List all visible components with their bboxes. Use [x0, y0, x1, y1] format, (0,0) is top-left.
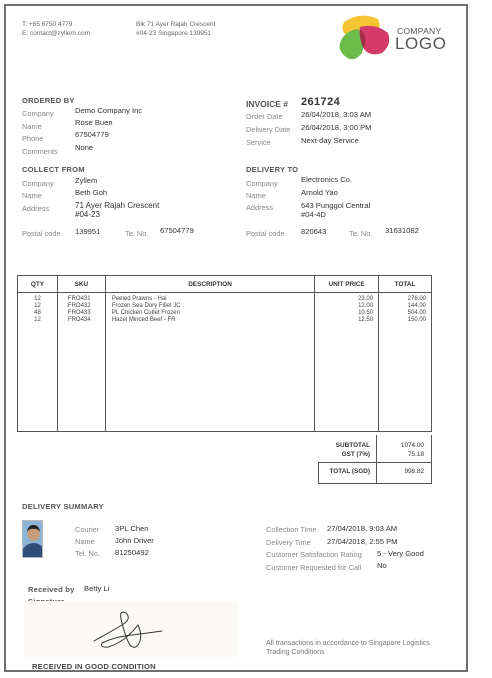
collect-from-title: COLLECT FROM	[22, 165, 85, 174]
delivery-tel-label: Te. No.	[349, 229, 373, 238]
delivery-to-title: DELIVERY TO	[246, 165, 299, 174]
delivery-tel: 31631082	[385, 226, 419, 235]
description-cell: Hazel Minced Beef - FR	[111, 317, 176, 323]
driver-tel-label: Tel. No.	[75, 549, 101, 558]
col-qty: QTY	[18, 276, 58, 293]
ordered-by-comments-label: Comments	[22, 147, 58, 156]
sku-column	[57, 293, 105, 432]
delivery-name: Arnold Yao	[301, 188, 338, 197]
description-cell: Peeled Prawns - Hai	[111, 296, 167, 302]
collect-postal-label: Postal code	[22, 229, 61, 238]
delivery-time-label: Delivery Time	[266, 538, 311, 547]
collect-company-label: Company	[22, 179, 54, 188]
sku-cell: FRO432	[67, 303, 91, 309]
collect-name: Beth Goh	[75, 188, 108, 197]
qty-cell: 48	[34, 310, 41, 316]
invoice-number: 261724	[301, 96, 341, 108]
order-date-label: Order Date	[246, 112, 283, 121]
qty-cell: 12	[34, 303, 41, 309]
ordered-by-company-label: Company	[22, 109, 54, 118]
signature-box	[24, 601, 238, 657]
col-unit-price: UNIT PRICE	[315, 276, 379, 293]
logo-company-text: COMPANY	[397, 26, 442, 36]
collect-name-label: Name	[22, 191, 42, 200]
company-logo-icon	[338, 13, 394, 63]
sku-cell: FRO434	[67, 317, 91, 323]
collect-address-line2: #04-23	[75, 210, 100, 219]
delivery-address-label: Address	[246, 203, 274, 212]
unit-price-column	[315, 293, 379, 432]
collect-company: Zyllem	[75, 176, 98, 185]
delivery-summary-title: DELIVERY SUMMARY	[22, 502, 104, 511]
delivery-postal-label: Postal code	[246, 229, 285, 238]
col-total: TOTAL	[379, 276, 432, 293]
order-date: 26/04/2018, 3:03 AM	[301, 110, 372, 119]
gst-value: 75.18	[408, 451, 424, 458]
description-cell: Frozen Sea Dory Fillet JC	[111, 303, 181, 309]
delivery-company-label: Company	[246, 179, 278, 188]
table-bottom-rule	[18, 432, 432, 433]
ordered-by-phone: 67504779	[75, 130, 109, 139]
delivery-time: 27/04/2018, 2:55 PM	[327, 537, 398, 546]
header-email: E: contact@zyllem.com	[22, 30, 91, 37]
header-address-line1: Blk 71 Ayer Rajah Crescent	[136, 21, 216, 28]
logo-text: LOGO	[395, 34, 447, 53]
total-value: 998.82	[404, 468, 424, 475]
qty-column	[18, 293, 58, 432]
call-value: No	[377, 561, 387, 570]
description-column	[105, 293, 314, 432]
col-description: DESCRIPTION	[105, 276, 314, 293]
collection-time-label: Collection Time	[266, 525, 317, 534]
header-address-line2: #04-23 Singapore 139951	[136, 30, 212, 37]
delivery-company: Electronics Co.	[301, 175, 353, 184]
header-phone: T: +65 6750 4779	[22, 21, 73, 28]
qty-cell: 12	[34, 296, 41, 302]
description-cell: PL Chicken Cutlet Frozen	[111, 310, 180, 316]
items-table-header	[18, 276, 432, 293]
collect-address-label: Address	[22, 204, 50, 213]
call-label: Customer Requested for Call	[266, 563, 362, 572]
delivery-address-line1: 643 Punggol Central	[301, 201, 371, 210]
ordered-by-comments: None	[75, 143, 94, 152]
satisfaction-label: Customer Satisfaction Rating	[266, 550, 362, 559]
collect-postal: 139951	[75, 227, 101, 236]
signature-drawing	[24, 601, 238, 657]
subtotal-label: SUBTOTAL	[335, 442, 370, 449]
items-table	[17, 275, 432, 432]
satisfaction-value: 5 - Very Good	[377, 549, 424, 558]
driver-name: John Driver	[115, 536, 154, 545]
total-column	[379, 293, 432, 432]
total-cell: 150.00	[407, 317, 426, 323]
subtotal-value: 1074.00	[400, 442, 424, 449]
received-by-value: Betty Li	[84, 584, 110, 593]
total-label: TOTAL (SGD)	[329, 468, 370, 475]
col-sku: SKU	[57, 276, 105, 293]
unit-price-cell: 12.00	[358, 303, 374, 309]
ordered-by-phone-label: Phone	[22, 134, 44, 143]
driver-name-label: Name	[75, 537, 95, 546]
delivery-postal: 820643	[301, 227, 327, 236]
collect-address-line1: 71 Ayer Rajah Crescent	[75, 201, 160, 210]
sku-cell: FRO431	[67, 296, 91, 302]
driver-tel: 81250492	[115, 548, 149, 557]
footer-note-line2: Trading Conditions	[266, 649, 325, 656]
total-cell: 276.00	[407, 296, 426, 302]
invoice-label: INVOICE #	[246, 99, 289, 109]
collect-tel-label: Te. No.	[125, 229, 149, 238]
ordered-by-title: ORDERED BY	[22, 96, 75, 105]
unit-price-cell: 10.50	[358, 310, 374, 316]
collection-time: 27/04/2018, 9:03 AM	[327, 524, 398, 533]
courier-avatar	[22, 520, 43, 558]
delivery-address-line2: #04-4D	[301, 210, 326, 219]
sku-cell: FRO433	[67, 310, 91, 316]
footer-note-line1: All transactions in accordance to Singapore Logistics	[266, 640, 430, 647]
total-cell: 504.00	[407, 310, 426, 316]
table-body	[18, 293, 432, 432]
delivery-name-label: Name	[246, 191, 266, 200]
delivery-date: 26/04/2018, 3:00 PM	[301, 123, 372, 132]
unit-price-cell: 12.50	[358, 317, 374, 323]
total-cell: 144.00	[407, 303, 426, 309]
delivery-date-label: Delivery Date	[246, 125, 291, 134]
gst-label: GST (7%)	[341, 451, 370, 458]
received-by-label: Received by	[28, 585, 75, 594]
unit-price-cell: 23.00	[358, 296, 374, 302]
received-condition: RECEIVED IN GOOD CONDITION	[32, 662, 156, 671]
ordered-by-name-label: Name	[22, 122, 42, 131]
service: Next-day Service	[301, 136, 359, 145]
courier-value: 3PL Chen	[115, 524, 149, 533]
collect-tel: 67504779	[160, 226, 194, 235]
ordered-by-company: Demo Company Inc	[75, 106, 143, 115]
courier-label: Courier	[75, 525, 100, 534]
service-label: Service	[246, 138, 271, 147]
ordered-by-name: Rose Buen	[75, 118, 113, 127]
qty-cell: 12	[34, 317, 41, 323]
